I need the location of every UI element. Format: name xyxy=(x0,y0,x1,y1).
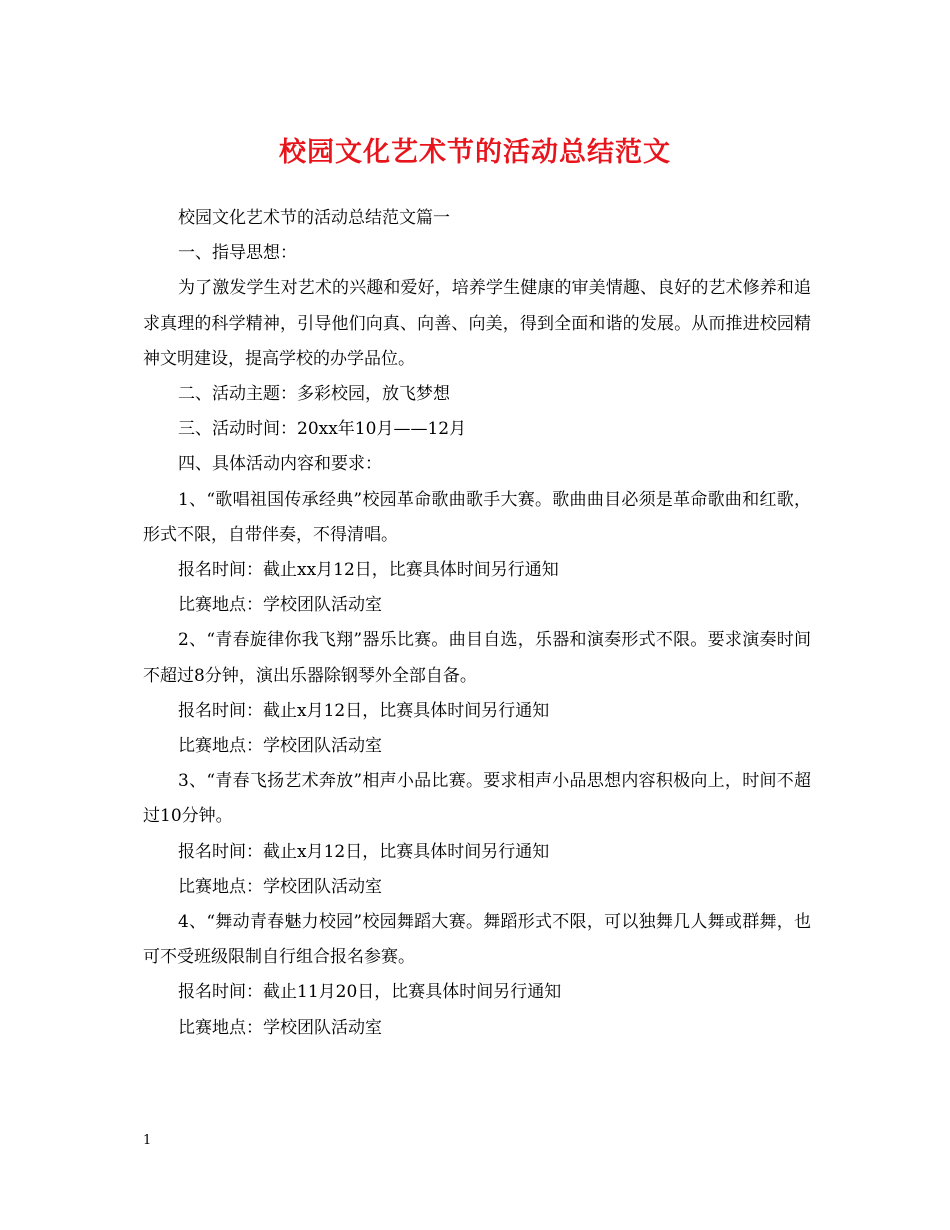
paragraph: 3、“青春飞扬艺术奔放”相声小品比赛。要求相声小品思想内容积极向上，时间不超过10分钟。 xyxy=(143,771,811,827)
paragraph: 2、“青春旋律你我飞翔”器乐比赛。曲目自选，乐器和演奏形式不限。要求演奏时间不超过8分钟，演出乐器除钢琴外全部自备。 xyxy=(143,630,811,686)
paragraph: 报名时间：截止11月20日，比赛具体时间另行通知 xyxy=(178,982,562,1003)
paragraph: 比赛地点：学校团队活动室 xyxy=(178,595,382,616)
paragraph: 1、“歌唱祖国传承经典”校园革命歌曲歌手大赛。歌曲曲目必须是革命歌曲和红歌，形式不限，自带伴奏，不得清唱。 xyxy=(143,489,811,545)
paragraph: 四、具体活动内容和要求： xyxy=(178,454,382,475)
paragraph: 二、活动主题：多彩校园，放飞梦想 xyxy=(178,384,450,405)
paragraph-heading: 校园文化艺术节的活动总结范文篇一 xyxy=(178,208,450,228)
paragraph: 比赛地点：学校团队活动室 xyxy=(178,736,382,757)
paragraph: 三、活动时间：20xx年10月——12月 xyxy=(178,419,467,440)
document-title: 校园文化艺术节的活动总结范文 xyxy=(279,137,671,168)
paragraph: 比赛地点：学校团队活动室 xyxy=(178,876,382,897)
paragraph: 报名时间：截止x月12日，比赛具体时间另行通知 xyxy=(178,841,550,862)
page-number: 1 xyxy=(143,1133,152,1148)
paragraph: 比赛地点：学校团队活动室 xyxy=(178,1017,382,1038)
paragraph: 为了激发学生对艺术的兴趣和爱好，培养学生健康的审美情趣、良好的艺术修养和追求真理的科学精神，引导他们向真、向善、向美，得到全面和谐的发展。从而推进校园精神文明建设，提高学校的办学品位。 xyxy=(143,278,811,369)
paragraph: 报名时间：截止xx月12日，比赛具体时间另行通知 xyxy=(178,560,559,581)
paragraph: 报名时间：截止x月12日，比赛具体时间另行通知 xyxy=(178,700,550,721)
document-body xyxy=(143,201,811,1046)
paragraph: 4、“舞动青春魅力校园”校园舞蹈大赛。舞蹈形式不限，可以独舞几人舞或群舞，也可不受班级限制自行组合报名参赛。 xyxy=(143,912,811,968)
paragraph: 一、指导思想： xyxy=(178,243,297,264)
